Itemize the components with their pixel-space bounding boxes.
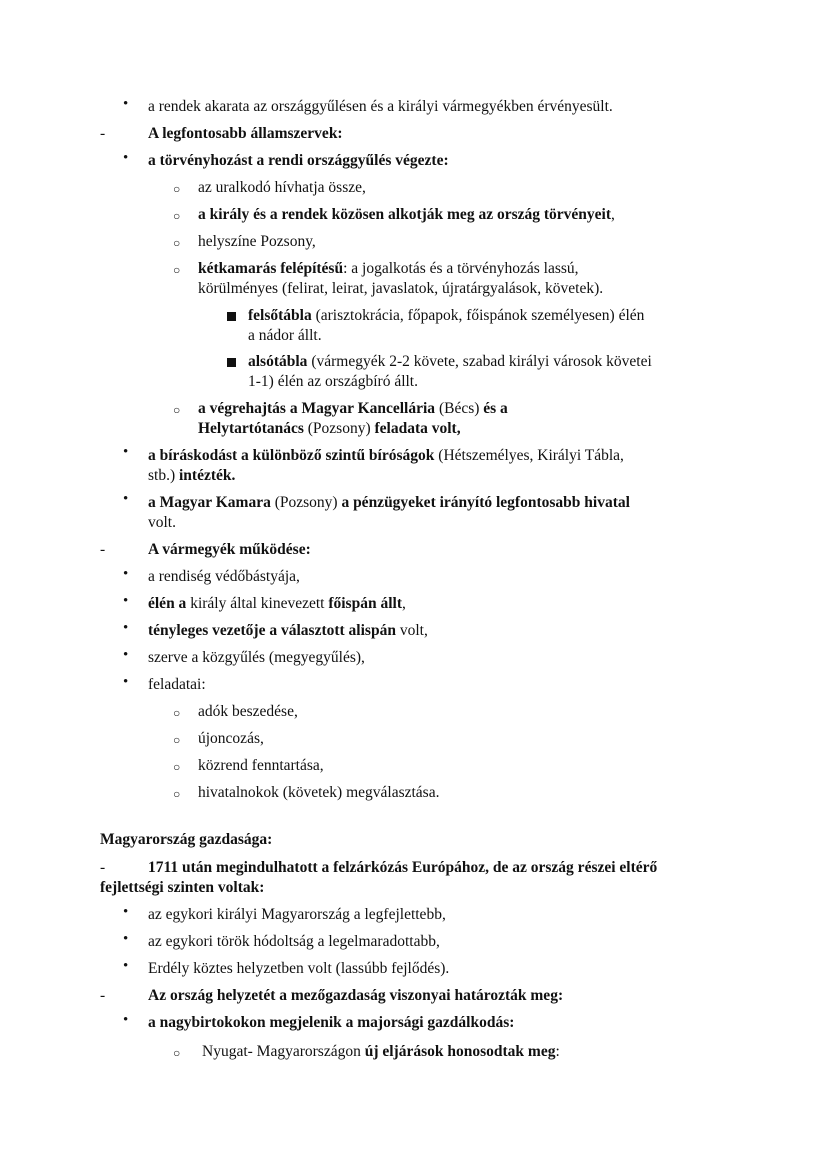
text-line [198, 259, 579, 279]
circle-bullet-icon: ○ [173, 403, 181, 417]
text-line [248, 306, 644, 326]
bullet-icon: • [123, 674, 129, 690]
text-line: szerve a közgyűlés (megyegyűlés), [148, 649, 365, 666]
square-bullet-icon [227, 312, 236, 321]
bold-text: a bíráskodást a különböző szintű bíróságok [148, 447, 435, 464]
text-line [148, 493, 630, 513]
text-line: feladatai: [148, 676, 206, 693]
text-line: az egykori királyi Magyarország a legfejlettebb, [148, 906, 446, 923]
text-line [248, 352, 652, 372]
section-heading: Az ország helyzetét a mezőgazdaság viszonyai határozták meg: [148, 987, 564, 1004]
circle-bullet-icon: ○ [173, 733, 181, 747]
bullet-icon: • [123, 904, 129, 920]
circle-bullet-icon: ○ [173, 182, 181, 196]
bold-text: és a [483, 400, 508, 417]
text: (arisztokrácia, főpapok, főispánok személyesen) élén [311, 307, 645, 324]
bold-text: kétkamarás felépítésű [198, 260, 344, 277]
text-line: volt. [148, 514, 176, 531]
text-line [198, 419, 461, 439]
bullet-icon: • [123, 647, 129, 663]
text-line [148, 466, 235, 486]
text: (vármegyék 2-2 követe, szabad királyi városok követei [307, 353, 652, 370]
text: stb.) [148, 467, 179, 484]
section-heading: fejlettségi szinten voltak: [100, 879, 265, 896]
text-line [148, 446, 624, 466]
bold-text: új eljárások honosodtak meg [364, 1043, 556, 1060]
bold-text: főispán állt [328, 595, 402, 612]
text-line [198, 205, 615, 225]
section-heading: A legfontosabb államszervek: [148, 125, 343, 142]
text: , [401, 595, 406, 612]
circle-bullet-icon: ○ [173, 209, 181, 223]
bullet-icon: • [123, 593, 129, 609]
bullet-icon: • [123, 566, 129, 582]
bullet-icon: • [123, 1012, 129, 1028]
text-line [198, 399, 508, 419]
text-line: Erdély köztes helyzetben volt (lassúbb fejlődés). [148, 960, 450, 977]
section-heading: 1711 után megindulhatott a felzárkózás Európához, de az ország részei eltérő [148, 859, 658, 876]
text-line: az uralkodó hívhatja össze, [198, 179, 366, 196]
bold-text: felsőtábla [248, 307, 312, 324]
text-line: újoncozás, [198, 730, 264, 747]
square-bullet-icon [227, 358, 236, 367]
bold-text: alsótábla [248, 353, 308, 370]
text-line: a rendiség védőbástyája, [148, 568, 300, 585]
text: Nyugat- Magyarországon [202, 1043, 365, 1060]
text: : a jogalkotás és a törvényhozás lassú, [343, 260, 579, 277]
bold-text: Helytartótanács [198, 420, 304, 437]
circle-bullet-icon: ○ [173, 760, 181, 774]
text-line: a nádor állt. [248, 327, 322, 344]
text: , [611, 206, 615, 223]
text-line: a törvényhozást a rendi országgyűlés végezte: [148, 152, 449, 169]
circle-bullet-icon: ○ [173, 236, 181, 250]
bold-text: a király és a rendek közösen alkotják meg az ország törvényeit [198, 206, 611, 223]
bold-text: a Magyar Kamara [148, 494, 271, 511]
text: (Hétszemélyes, Királyi Tábla, [434, 447, 624, 464]
bullet-icon: • [123, 444, 129, 460]
text: (Pozsony) [303, 420, 375, 437]
bullet-icon: • [123, 958, 129, 974]
text: (Bécs) [435, 400, 484, 417]
bold-text: a végrehajtás a Magyar Kancellária [198, 400, 436, 417]
dash-marker: - [100, 125, 106, 142]
dash-marker: - [100, 541, 106, 558]
dash-marker: - [100, 859, 106, 876]
bold-text: a pénzügyeket irányító legfontosabb hivatal [341, 494, 630, 511]
text-line: a nagybirtokokon megjelenik a majorsági gazdálkodás: [148, 1014, 515, 1031]
bold-text: élén a [148, 595, 187, 612]
bold-text: tényleges vezetője a választott alispán [148, 622, 396, 639]
text-line: az egykori török hódoltság a legelmaradottabb, [148, 933, 440, 950]
text-line [148, 621, 428, 641]
dash-marker: - [100, 987, 106, 1004]
bold-text: feladata volt, [374, 420, 461, 437]
circle-bullet-icon: ○ [173, 263, 181, 277]
text: volt, [395, 622, 428, 639]
circle-bullet-icon: ○ [173, 787, 181, 801]
text-line: 1-1) élén az országbíró állt. [248, 373, 418, 390]
section-title: Magyarország gazdasága: [100, 831, 273, 848]
bold-text: intézték. [179, 467, 236, 484]
text-line: helyszíne Pozsony, [198, 233, 316, 250]
bullet-icon: • [123, 491, 129, 507]
section-heading: A vármegyék működése: [148, 541, 311, 558]
text: király által kinevezett [186, 595, 329, 612]
text-line: a rendek akarata az országgyűlésen és a királyi vármegyékben érvényesült. [148, 98, 613, 115]
circle-bullet-icon: ○ [173, 706, 181, 720]
text-line [202, 1042, 560, 1062]
text-line: közrend fenntartása, [198, 757, 324, 774]
bullet-icon: • [123, 150, 129, 166]
circle-bullet-icon: ○ [173, 1046, 181, 1060]
text-line: hivatalnokok (követek) megválasztása. [198, 784, 440, 801]
bullet-icon: • [123, 620, 129, 636]
text: : [555, 1043, 560, 1060]
text-line: adók beszedése, [198, 703, 298, 720]
bullet-icon: • [123, 96, 129, 112]
text-line: körülményes (felirat, leirat, javaslatok, újratárgyalások, követek). [198, 280, 604, 297]
bullet-icon: • [123, 931, 129, 947]
text: (Pozsony) [270, 494, 342, 511]
text-line [148, 594, 406, 614]
